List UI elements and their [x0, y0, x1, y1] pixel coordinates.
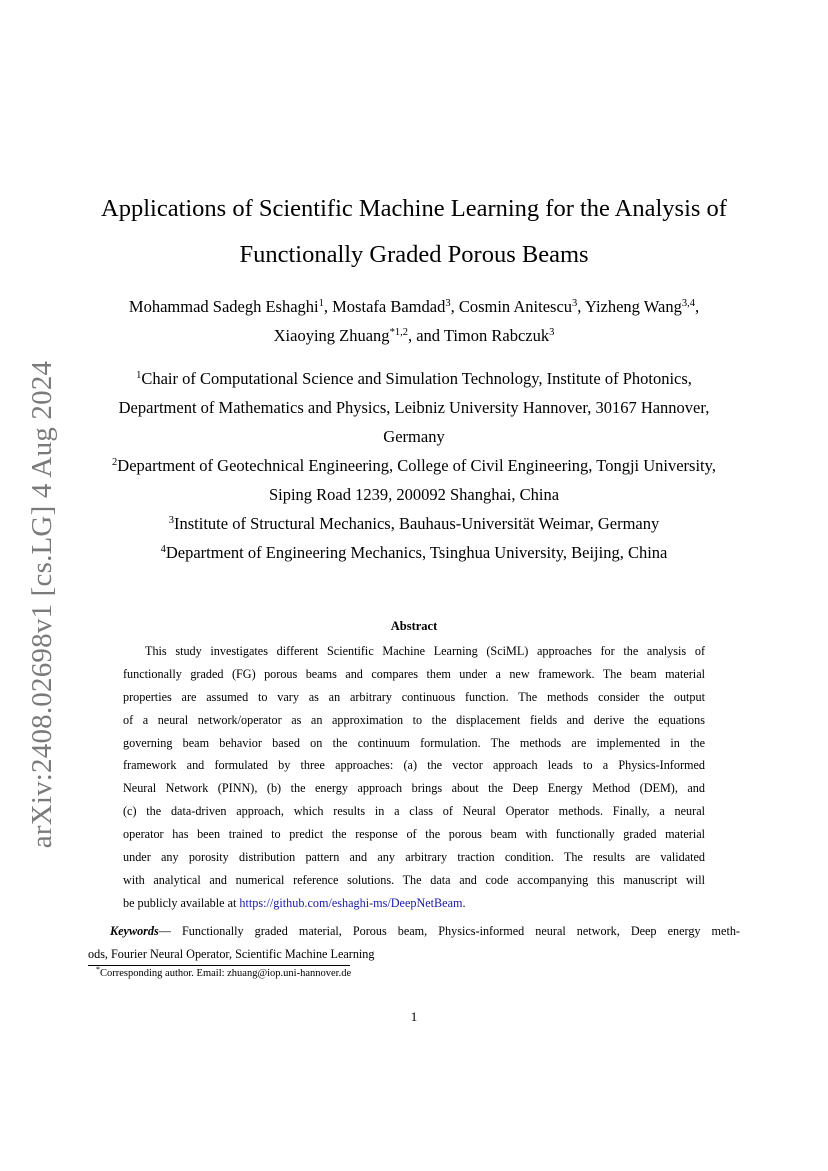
abstract-line: functionally graded (FG) porous beams and compares them under a new framework. The beam material [123, 666, 705, 681]
author-name: Cosmin Anitescu [458, 297, 573, 316]
affiliation-1-line: Germany [383, 427, 445, 446]
footnote-mark: * [96, 965, 100, 974]
abstract-last-line [123, 892, 705, 915]
affiliation-3-line [70, 509, 758, 538]
author-line-2 [60, 321, 768, 350]
abstract-line: under any porosity distribution pattern and any arbitrary traction condition. The results are validated [123, 850, 705, 865]
affiliation-4-line [70, 538, 758, 567]
author-affil-mark: 3 [572, 298, 578, 309]
affiliation-text: Department of Geotechnical Engineering, College of Civil Engineering, Tongji University, [117, 456, 716, 475]
paper-title [60, 186, 768, 278]
affiliation-text: Chair of Computational Science and Simulation Technology, Institute of Photonics, [141, 369, 692, 388]
keywords-block [88, 920, 740, 965]
abstract-line: (c) the data-driven approach, which results in a class of Neural Operator methods. Finally, a neural [123, 804, 705, 819]
abstract-body [123, 640, 705, 915]
author-affil-mark: 1 [318, 298, 324, 309]
affiliation-1-line: Department of Mathematics and Physics, Leibniz University Hannover, 30167 Hannover, [118, 398, 710, 417]
affiliation-2-line [70, 451, 758, 480]
keywords-line-1 [88, 920, 740, 943]
keywords-line-2: ods, Fourier Neural Operator, Scientific Machine Learning [88, 946, 375, 961]
keywords-text: — Functionally graded material, Porous beam, Physics-informed neural network, Deep energy meth- [158, 924, 740, 938]
abstract-final-text: be publicly available at [123, 895, 240, 910]
title-line-1: Applications of Scientific Machine Learning for the Analysis of [101, 195, 727, 222]
footnote-divider [88, 965, 350, 966]
affiliation-number: 1 [136, 370, 142, 381]
code-repository-link[interactable]: https://github.com/eshaghi-ms/DeepNetBeam [239, 895, 463, 910]
author-list [60, 292, 768, 350]
abstract-line: with analytical and numerical reference solutions. The data and code accompanying this manuscript will [123, 872, 705, 887]
abstract-final-period: . [462, 895, 466, 910]
keywords-label: Keywords [110, 924, 159, 938]
author-separator: , [323, 297, 333, 316]
page-number: 1 [410, 1009, 418, 1024]
author-separator: , [450, 297, 459, 316]
corresponding-author-footnote [96, 965, 352, 979]
footnote-text: Corresponding author. Email: zhuang@iop.uni-hannover.de [100, 968, 352, 979]
author-line-1 [60, 292, 768, 321]
author-affil-mark: 3 [445, 298, 451, 309]
author-name: Mostafa Bamdad [332, 297, 446, 316]
author-name: Mohammad Sadegh Eshaghi [128, 297, 319, 316]
author-name: Xiaoying Zhuang [273, 326, 390, 345]
abstract-line: framework and formulated by three approaches: (a) the vector approach leads to a Physics-Informed [123, 758, 705, 773]
author-name: Timon Rabczuk [443, 326, 550, 345]
abstract-heading: Abstract [390, 619, 438, 633]
abstract-line: governing beam behavior based on the continuum formulation. The methods are implemented in the [123, 735, 705, 750]
affiliation-text: Department of Engineering Mechanics, Tsinghua University, Beijing, China [165, 543, 668, 562]
affiliation-number: 2 [112, 457, 118, 468]
author-separator: , [577, 297, 585, 316]
author-name: Yizheng Wang [584, 297, 682, 316]
author-affil-mark: 3 [549, 327, 555, 338]
abstract-line: operator has been trained to predict the response of the porous beam with functionally graded material [123, 827, 705, 842]
affiliation-text: Institute of Structural Mechanics, Bauhaus-Universität Weimar, Germany [174, 514, 660, 533]
abstract-line: This study investigates different Scientific Machine Learning (SciML) approaches for the analysis of [145, 644, 705, 658]
affiliation-number: 4 [160, 544, 166, 555]
title-line-2: Functionally Graded Porous Beams [239, 241, 589, 268]
abstract-line: properties are assumed to vary as an arbitrary continuous function. The methods consider the output [123, 689, 705, 704]
abstract-line: Neural Network (PINN), (b) the energy approach brings about the Deep Energy Method (DEM), and [123, 781, 705, 796]
author-affil-mark: *1,2 [389, 327, 408, 338]
affiliation-list [70, 364, 758, 567]
abstract-line: of a neural network/operator as an approximation to the displacement fields and derive the equations [123, 712, 705, 727]
author-affil-mark: 3,4 [681, 298, 695, 309]
affiliation-1-line [70, 364, 758, 393]
affiliation-2-line: Siping Road 1239, 200092 Shanghai, China [268, 485, 560, 504]
author-separator: , [694, 297, 700, 316]
author-separator: , and [407, 326, 444, 345]
arxiv-identifier-text: arXiv:2408.02698v1 [cs.LG] 4 Aug 2024 [26, 360, 59, 848]
affiliation-number: 3 [168, 515, 174, 526]
arxiv-identifier-stamp [18, 360, 68, 848]
